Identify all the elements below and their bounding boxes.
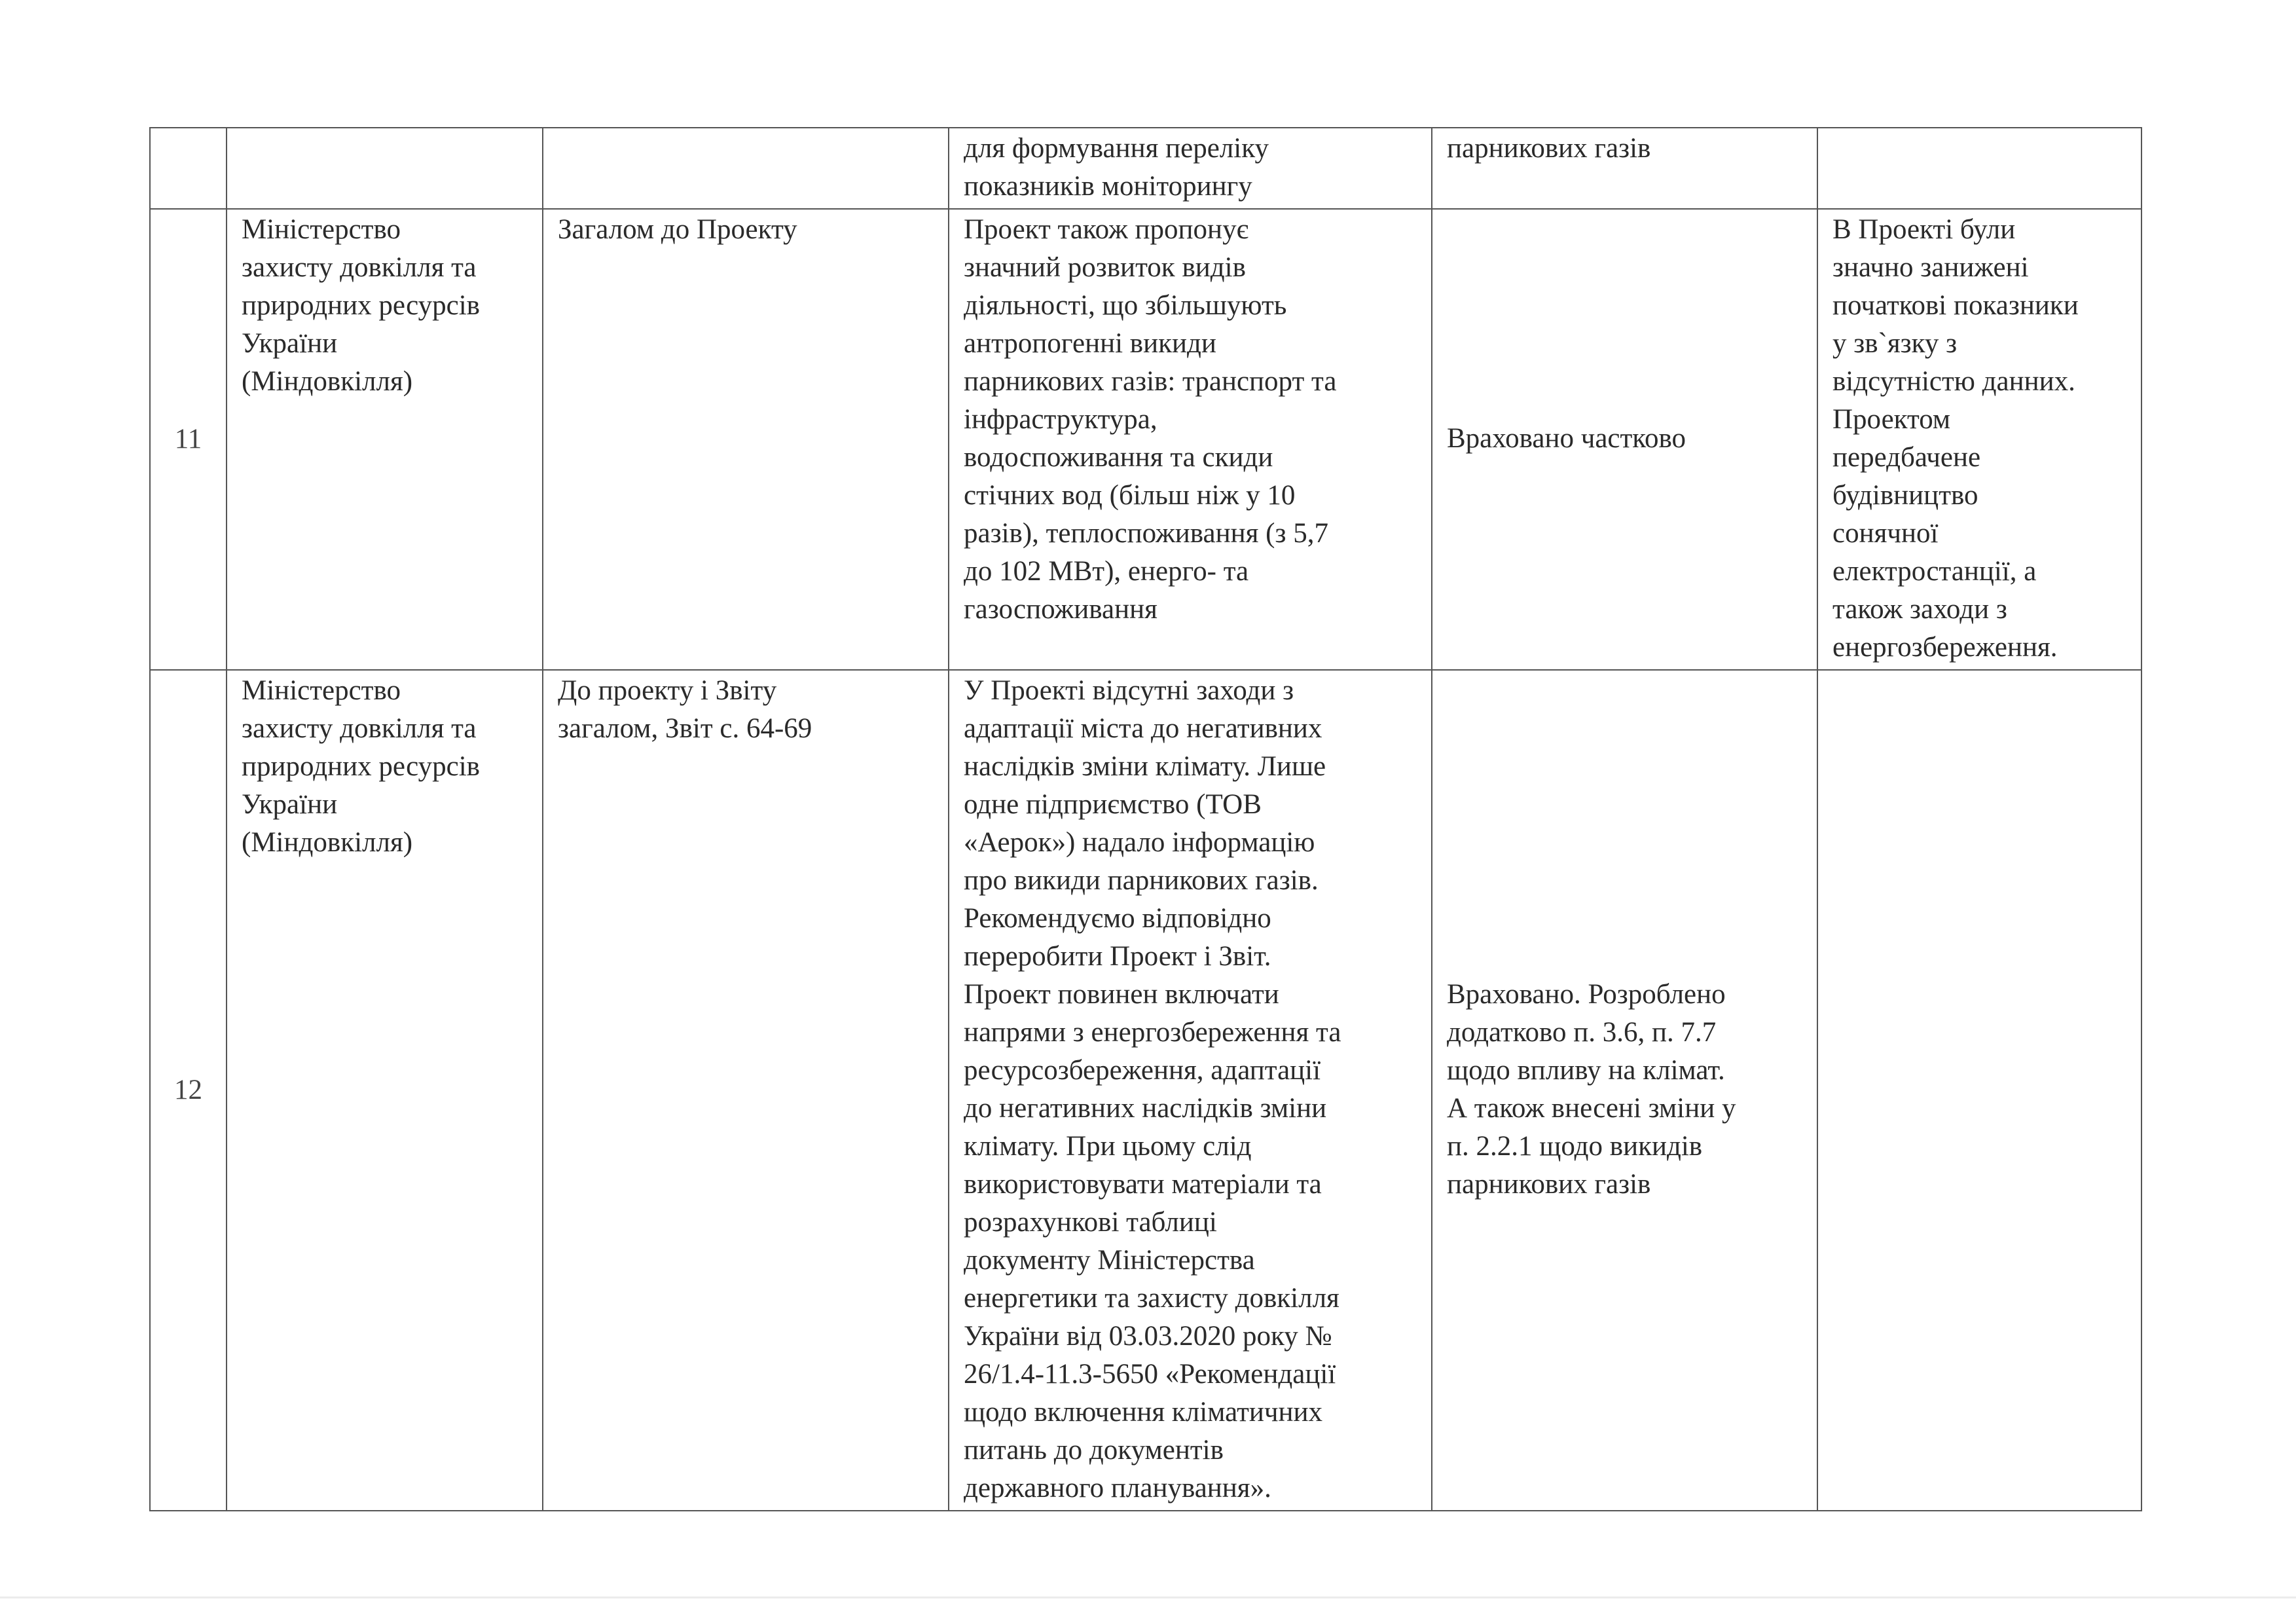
table-row <box>150 209 2141 670</box>
organization-cell: Міністерство захисту довкілля та природних ресурсів України (Міндовкілля) <box>227 670 543 1511</box>
organization-cell <box>227 128 543 209</box>
status-cell: Враховано частково <box>1432 209 1817 670</box>
remark-cell: Проект також пропонує значний розвиток видів діяльності, що збільшують антропогенні викиди парникових газів: транспорт та інфраструктура, водоспоживання та скиди стічних вод (більш ніж у 10 разів), теплоспоживання (з 5,7 до 102 МВт), енерго- та газоспоживання <box>949 209 1432 670</box>
table-row <box>150 670 2141 1511</box>
row-number-cell: 12 <box>150 670 227 1511</box>
row-number-cell: 11 <box>150 209 227 670</box>
comment-cell: В Проекті були значно занижені початкові показники у зв`язку з відсутністю данних. Проектом передбачене будівництво сонячної електростанції, а також заходи з енергозбереження. <box>1817 209 2141 670</box>
proposals-table <box>149 127 2142 1511</box>
row-number-cell <box>150 128 227 209</box>
section-cell: Загалом до Проекту <box>543 209 949 670</box>
section-cell <box>543 128 949 209</box>
organization-cell: Міністерство захисту довкілля та природних ресурсів України (Міндовкілля) <box>227 209 543 670</box>
remark-cell: для формування переліку показників моніторингу <box>949 128 1432 209</box>
table-row-continuation <box>150 128 2141 209</box>
page-bottom-edge <box>0 1596 2296 1598</box>
status-cell: парникових газів <box>1432 128 1817 209</box>
remark-cell: У Проекті відсутні заходи з адаптації міста до негативних наслідків зміни клімату. Лише одне підприємство (ТОВ «Аерок») надало інформацію про викиди парникових газів. Рекомендуємо відповідно переробити Проект і Звіт. Проект повинен включати напрями з енергозбереження та ресурсозбереження, адаптації до негативних наслідків зміни клімату. При цьому слід використовувати матеріали та розрахункові таблиці документу Міністерства енергетики та захисту довкілля України від 03.03.2020 року № 26/1.4-11.3-5650 «Рекомендації щодо включення кліматичних питань до документів державного планування». <box>949 670 1432 1511</box>
comment-cell <box>1817 670 2141 1511</box>
section-cell: До проекту і Звіту загалом, Звіт с. 64-69 <box>543 670 949 1511</box>
comment-cell <box>1817 128 2141 209</box>
status-cell: Враховано. Розроблено додатково п. 3.6, п. 7.7 щодо впливу на клімат. А також внесені зміни у п. 2.2.1 щодо викидів парникових газів <box>1432 670 1817 1511</box>
